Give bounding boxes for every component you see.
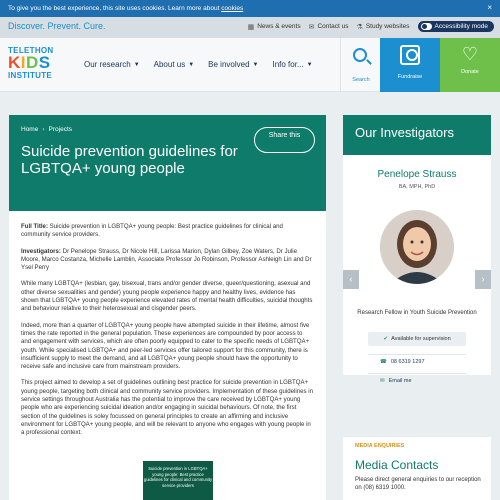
chevron-down-icon: ▼ bbox=[133, 61, 140, 68]
hero-banner bbox=[9, 115, 326, 211]
donate-button[interactable]: ♡ Donate bbox=[440, 38, 500, 92]
heart-icon: ♡ bbox=[461, 44, 479, 64]
nav-about-us[interactable]: About us ▼ bbox=[153, 60, 195, 69]
article-content bbox=[9, 211, 326, 500]
tagline: Discover. Prevent. Cure. bbox=[8, 21, 106, 31]
email-icon: ✉ bbox=[380, 378, 385, 384]
media-title: Media Contacts bbox=[355, 458, 439, 472]
search-icon bbox=[353, 48, 367, 62]
cookie-link[interactable]: cookies bbox=[221, 5, 244, 12]
utility-bar bbox=[0, 17, 500, 38]
investigators-list: Investigators: Dr Penelope Strauss, Dr Nicole Hill, Larissa Marion, Dylan Gilbey, Zoe Waters, Dr Julie Moore, Marco Costanza, Michelle Lamblin, Associate Professor Jo Robinson, Professor Ashleigh Lin and Dr Ysel Perry bbox=[21, 247, 312, 272]
utility-links bbox=[248, 21, 494, 32]
toggle-icon bbox=[421, 23, 432, 30]
logo[interactable]: TELETHON KIDS INSTITUTE bbox=[8, 46, 54, 80]
fundraise-icon bbox=[400, 45, 420, 65]
avatar bbox=[380, 210, 454, 284]
fundraise-button[interactable]: Fundraise bbox=[380, 38, 440, 92]
cookie-text: To give you the best experience, this site uses cookies. Learn more about bbox=[8, 5, 220, 12]
nav-info-for[interactable]: Info for... ▼ bbox=[272, 60, 313, 69]
chevron-down-icon: ▼ bbox=[252, 61, 259, 68]
paragraph: Indeed, more than a quarter of LGBTQA+ young people have attempted suicide in their lifetime, almost five times the rate reported in the general population. These experiences are compounded by poor access to and engagement with services, which are often poorly equipped to cater to the specific needs of LGBTQA+ youth. While specialised LGBTQA+ and peer-led services offer tailored support for this community, there is insufficient supply to meet the demand, and all LGBTQA+ young people should have the opportunity to receive safe and inclusive care from mainstream providers. bbox=[21, 321, 310, 371]
breadcrumb-home[interactable]: Home bbox=[21, 126, 39, 133]
supervision-badge: ✔ Available for supervision bbox=[368, 332, 466, 346]
nav-be-involved[interactable]: Be involved ▼ bbox=[208, 60, 259, 69]
paragraph: While many LGBTQA+ (lesbian, gay, bisexual, trans and/or gender diverse, queer/questioning, asexual and other diverse sexualities and gender) young people experience happy and healthy lives, evidence has shown that LGBTQA+ young people experience elevated rates of mental health difficulties, suicidal thoughts and behaviour relative to their heterosexual and cisgender peers. bbox=[21, 280, 313, 313]
email-link[interactable]: ✉ Email me bbox=[368, 373, 466, 387]
chevron-down-icon: ▼ bbox=[306, 61, 313, 68]
guidelines-cover-image[interactable]: Suicide prevention in LGBTQA+ young people: Best practice guidelines for clinical and community service providers bbox=[143, 461, 213, 500]
investigators-header: Our Investigators bbox=[343, 115, 491, 155]
cookie-banner bbox=[0, 0, 500, 17]
nav-our-research[interactable]: Our research ▼ bbox=[84, 60, 140, 69]
media-text: Please direct general enquiries to our reception on (08) 6319 1000. bbox=[355, 477, 481, 491]
calendar-icon: ▦ bbox=[247, 23, 255, 31]
breadcrumb: Home › Projects bbox=[21, 126, 72, 133]
carousel-prev-button[interactable]: ‹ bbox=[343, 270, 359, 289]
flask-icon: ⚗ bbox=[356, 23, 363, 31]
phone-link[interactable]: ☎ 08 6319 1297 bbox=[368, 354, 466, 368]
study-websites-link[interactable]: ⚗ Study websites bbox=[356, 23, 410, 31]
check-icon: ✔ bbox=[383, 336, 388, 342]
news-events-link[interactable]: ▦ News & events bbox=[247, 23, 301, 31]
breadcrumb-projects[interactable]: Projects bbox=[48, 126, 72, 133]
main-nav bbox=[84, 60, 313, 69]
investigator-name[interactable]: Penelope Strauss bbox=[377, 169, 457, 180]
share-button[interactable]: Share this bbox=[254, 127, 315, 153]
page-title: Suicide prevention guidelines for LGBTQA+ young people bbox=[21, 143, 238, 177]
media-tag: MEDIA ENQUIRIES bbox=[355, 443, 405, 449]
carousel-next-button[interactable]: › bbox=[475, 270, 491, 289]
chat-icon: ✉ bbox=[308, 23, 315, 31]
search-button[interactable]: Search bbox=[340, 38, 380, 92]
chevron-down-icon: ▼ bbox=[188, 61, 195, 68]
full-title: Full Title: Suicide prevention in LGBTQA+ young people: Best practice guidelines for clinical and community service providers. bbox=[21, 223, 283, 239]
investigator-card bbox=[343, 155, 491, 384]
investigator-role: Research Fellow in Youth Suicide Prevention bbox=[357, 310, 477, 316]
accessibility-toggle[interactable]: Accessibility mode bbox=[418, 21, 494, 32]
investigator-degrees: BA, MPH, PhD bbox=[398, 184, 436, 190]
contact-us-link[interactable]: ✉ Contact us bbox=[308, 23, 349, 31]
paragraph: This project aimed to develop a set of guidelines outlining best practice for suicide prevention in LGBTQA+ young people, targeting both clinical and community service providers. Implementation of these guidelines in service settings throughout Australia has the potential to improve the care received by LGBTQA+ young people who are experiencing suicidal ideation and/or engaging in suicidal behaviours. Of note, the first section of the guidelines is soley focussed on general principles to create an affirming and inclusive environment for LGBTQA+ young people, and will be relevant to anyone who engages with young people in a professional context. bbox=[21, 379, 313, 437]
phone-icon: ☎ bbox=[380, 359, 387, 365]
close-icon[interactable]: × bbox=[487, 3, 492, 12]
